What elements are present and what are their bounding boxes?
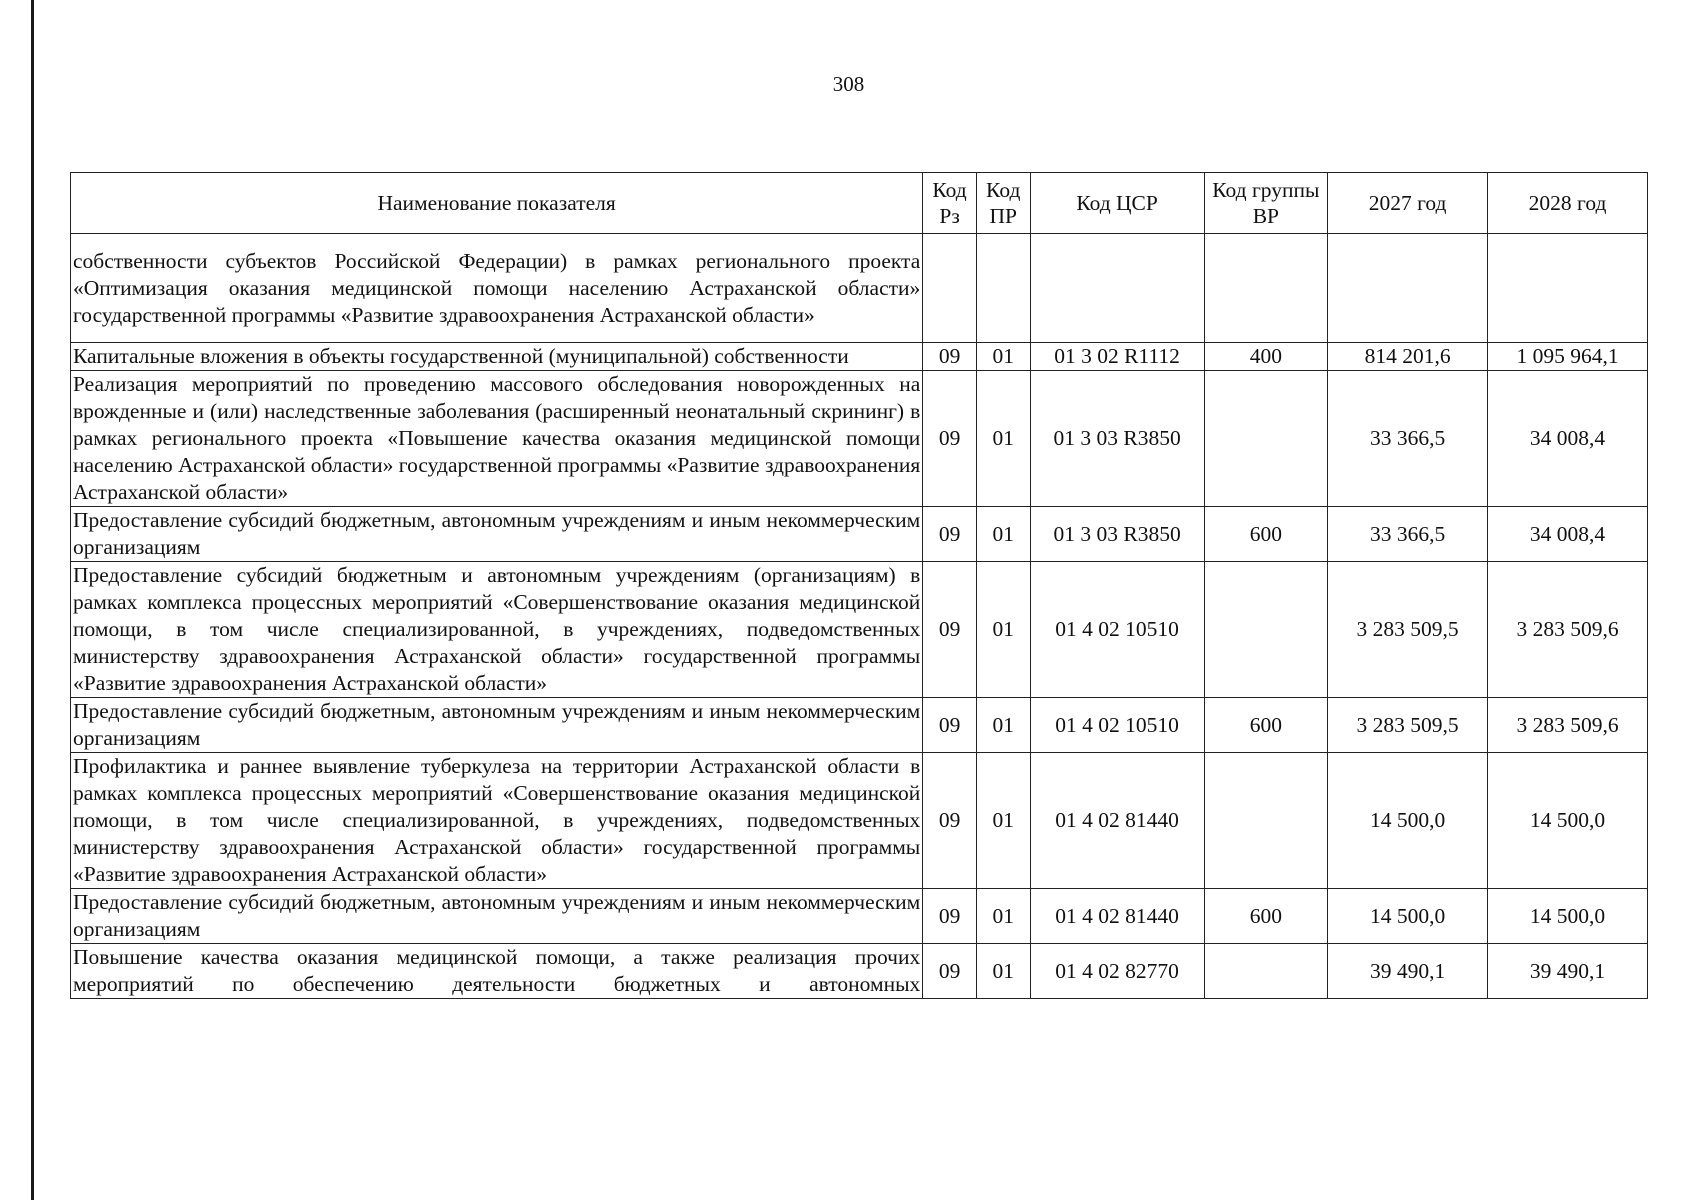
table-row <box>71 698 1648 753</box>
header-rz: Код Рз <box>923 173 977 234</box>
table-row <box>71 753 1648 889</box>
binding-margin-line <box>31 0 34 1200</box>
row-rz: 09 <box>923 889 977 944</box>
row-name: Предоставление субсидий бюджетным и автономным учреждениям (организациям) в рамках комплекса процессных мероприятий «Совершенствование оказания медицинской помощи, в том числе специализированной, в учреждениях, подведомственных министерству здравоохранения Астраханской области» государственной программы «Развитие здравоохранения Астраханской области» <box>71 562 923 698</box>
page-number: 308 <box>832 72 865 96</box>
row-rz: 09 <box>923 562 977 698</box>
row-2028: 34 008,4 <box>1488 507 1648 562</box>
row-csr: 01 4 02 81440 <box>1030 753 1204 889</box>
row-rz: 09 <box>923 343 977 371</box>
row-csr: 01 3 03 R3850 <box>1030 507 1204 562</box>
header-name: Наименование показателя <box>71 173 923 234</box>
table-row <box>71 507 1648 562</box>
row-vr: 400 <box>1204 343 1327 371</box>
row-vr <box>1204 944 1327 999</box>
header-pr: Код ПР <box>976 173 1030 234</box>
row-name: Предоставление субсидий бюджетным, автономным учреждениям и иным некоммерческим организациям <box>71 507 923 562</box>
row-2027: 39 490,1 <box>1328 944 1488 999</box>
row-rz: 09 <box>923 698 977 753</box>
header-vr: Код группы ВР <box>1204 173 1327 234</box>
row-csr <box>1030 234 1204 343</box>
row-2028: 3 283 509,6 <box>1488 698 1648 753</box>
row-2028: 3 283 509,6 <box>1488 562 1648 698</box>
row-rz <box>923 234 977 343</box>
row-pr: 01 <box>976 371 1030 507</box>
row-pr: 01 <box>976 562 1030 698</box>
row-vr <box>1204 234 1327 343</box>
row-vr <box>1204 371 1327 507</box>
row-vr: 600 <box>1204 889 1327 944</box>
row-name: Профилактика и раннее выявление туберкулеза на территории Астраханской области в рамках комплекса процессных мероприятий «Совершенствование оказания медицинской помощи, в том числе специализированной, в учреждениях, подведомственных министерству здравоохранения Астраханской области» государственной программы «Развитие здравоохранения Астраханской области» <box>71 753 923 889</box>
table-row <box>71 371 1648 507</box>
row-csr: 01 4 02 82770 <box>1030 944 1204 999</box>
row-vr: 600 <box>1204 507 1327 562</box>
row-csr: 01 4 02 10510 <box>1030 562 1204 698</box>
row-name: Капитальные вложения в объекты государственной (муниципальной) собственности <box>71 343 923 371</box>
row-2028: 14 500,0 <box>1488 889 1648 944</box>
row-2027: 33 366,5 <box>1328 507 1488 562</box>
row-name: Предоставление субсидий бюджетным, автономным учреждениям и иным некоммерческим организациям <box>71 889 923 944</box>
row-2027: 814 201,6 <box>1328 343 1488 371</box>
row-name: Реализация мероприятий по проведению массового обследования новорожденных на врожденные и (или) наследственные заболевания (расширенный неонатальный скрининг) в рамках регионального проекта «Повышение качества оказания медицинской помощи населению Астраханской области» государственной программы «Развитие здравоохранения Астраханской области» <box>71 371 923 507</box>
row-2028: 39 490,1 <box>1488 944 1648 999</box>
row-pr: 01 <box>976 753 1030 889</box>
row-pr: 01 <box>976 944 1030 999</box>
row-2027: 14 500,0 <box>1328 889 1488 944</box>
budget-table <box>70 172 1648 999</box>
row-2028 <box>1488 234 1648 343</box>
header-2027: 2027 год <box>1328 173 1488 234</box>
row-rz: 09 <box>923 944 977 999</box>
table-row <box>71 343 1648 371</box>
row-pr: 01 <box>976 698 1030 753</box>
row-name: Повышение качества оказания медицинской помощи, а также реализация прочих мероприятий по обеспечению деятельности бюджетных и автономных <box>71 944 923 999</box>
table-row <box>71 234 1648 343</box>
table-row <box>71 944 1648 999</box>
row-name: Предоставление субсидий бюджетным, автономным учреждениям и иным некоммерческим организациям <box>71 698 923 753</box>
row-2028: 34 008,4 <box>1488 371 1648 507</box>
row-vr <box>1204 753 1327 889</box>
table-row <box>71 889 1648 944</box>
row-csr: 01 4 02 10510 <box>1030 698 1204 753</box>
row-2028: 1 095 964,1 <box>1488 343 1648 371</box>
row-2027 <box>1328 234 1488 343</box>
row-pr <box>976 234 1030 343</box>
row-csr: 01 3 03 R3850 <box>1030 371 1204 507</box>
row-2027: 3 283 509,5 <box>1328 698 1488 753</box>
row-2028: 14 500,0 <box>1488 753 1648 889</box>
row-vr <box>1204 562 1327 698</box>
header-csr: Код ЦСР <box>1030 173 1204 234</box>
row-rz: 09 <box>923 371 977 507</box>
table-row <box>71 562 1648 698</box>
row-pr: 01 <box>976 889 1030 944</box>
header-2028: 2028 год <box>1488 173 1648 234</box>
row-csr: 01 3 02 R1112 <box>1030 343 1204 371</box>
row-name: собственности субъектов Российской Федерации) в рамках регионального проекта «Оптимизация оказания медицинской помощи населению Астраханской области» государственной программы «Развитие здравоохранения Астраханской области» <box>71 234 923 343</box>
row-pr: 01 <box>976 343 1030 371</box>
row-rz: 09 <box>923 753 977 889</box>
row-csr: 01 4 02 81440 <box>1030 889 1204 944</box>
row-2027: 14 500,0 <box>1328 753 1488 889</box>
table-header-row <box>71 173 1648 234</box>
row-rz: 09 <box>923 507 977 562</box>
row-2027: 33 366,5 <box>1328 371 1488 507</box>
row-pr: 01 <box>976 507 1030 562</box>
row-2027: 3 283 509,5 <box>1328 562 1488 698</box>
row-vr: 600 <box>1204 698 1327 753</box>
